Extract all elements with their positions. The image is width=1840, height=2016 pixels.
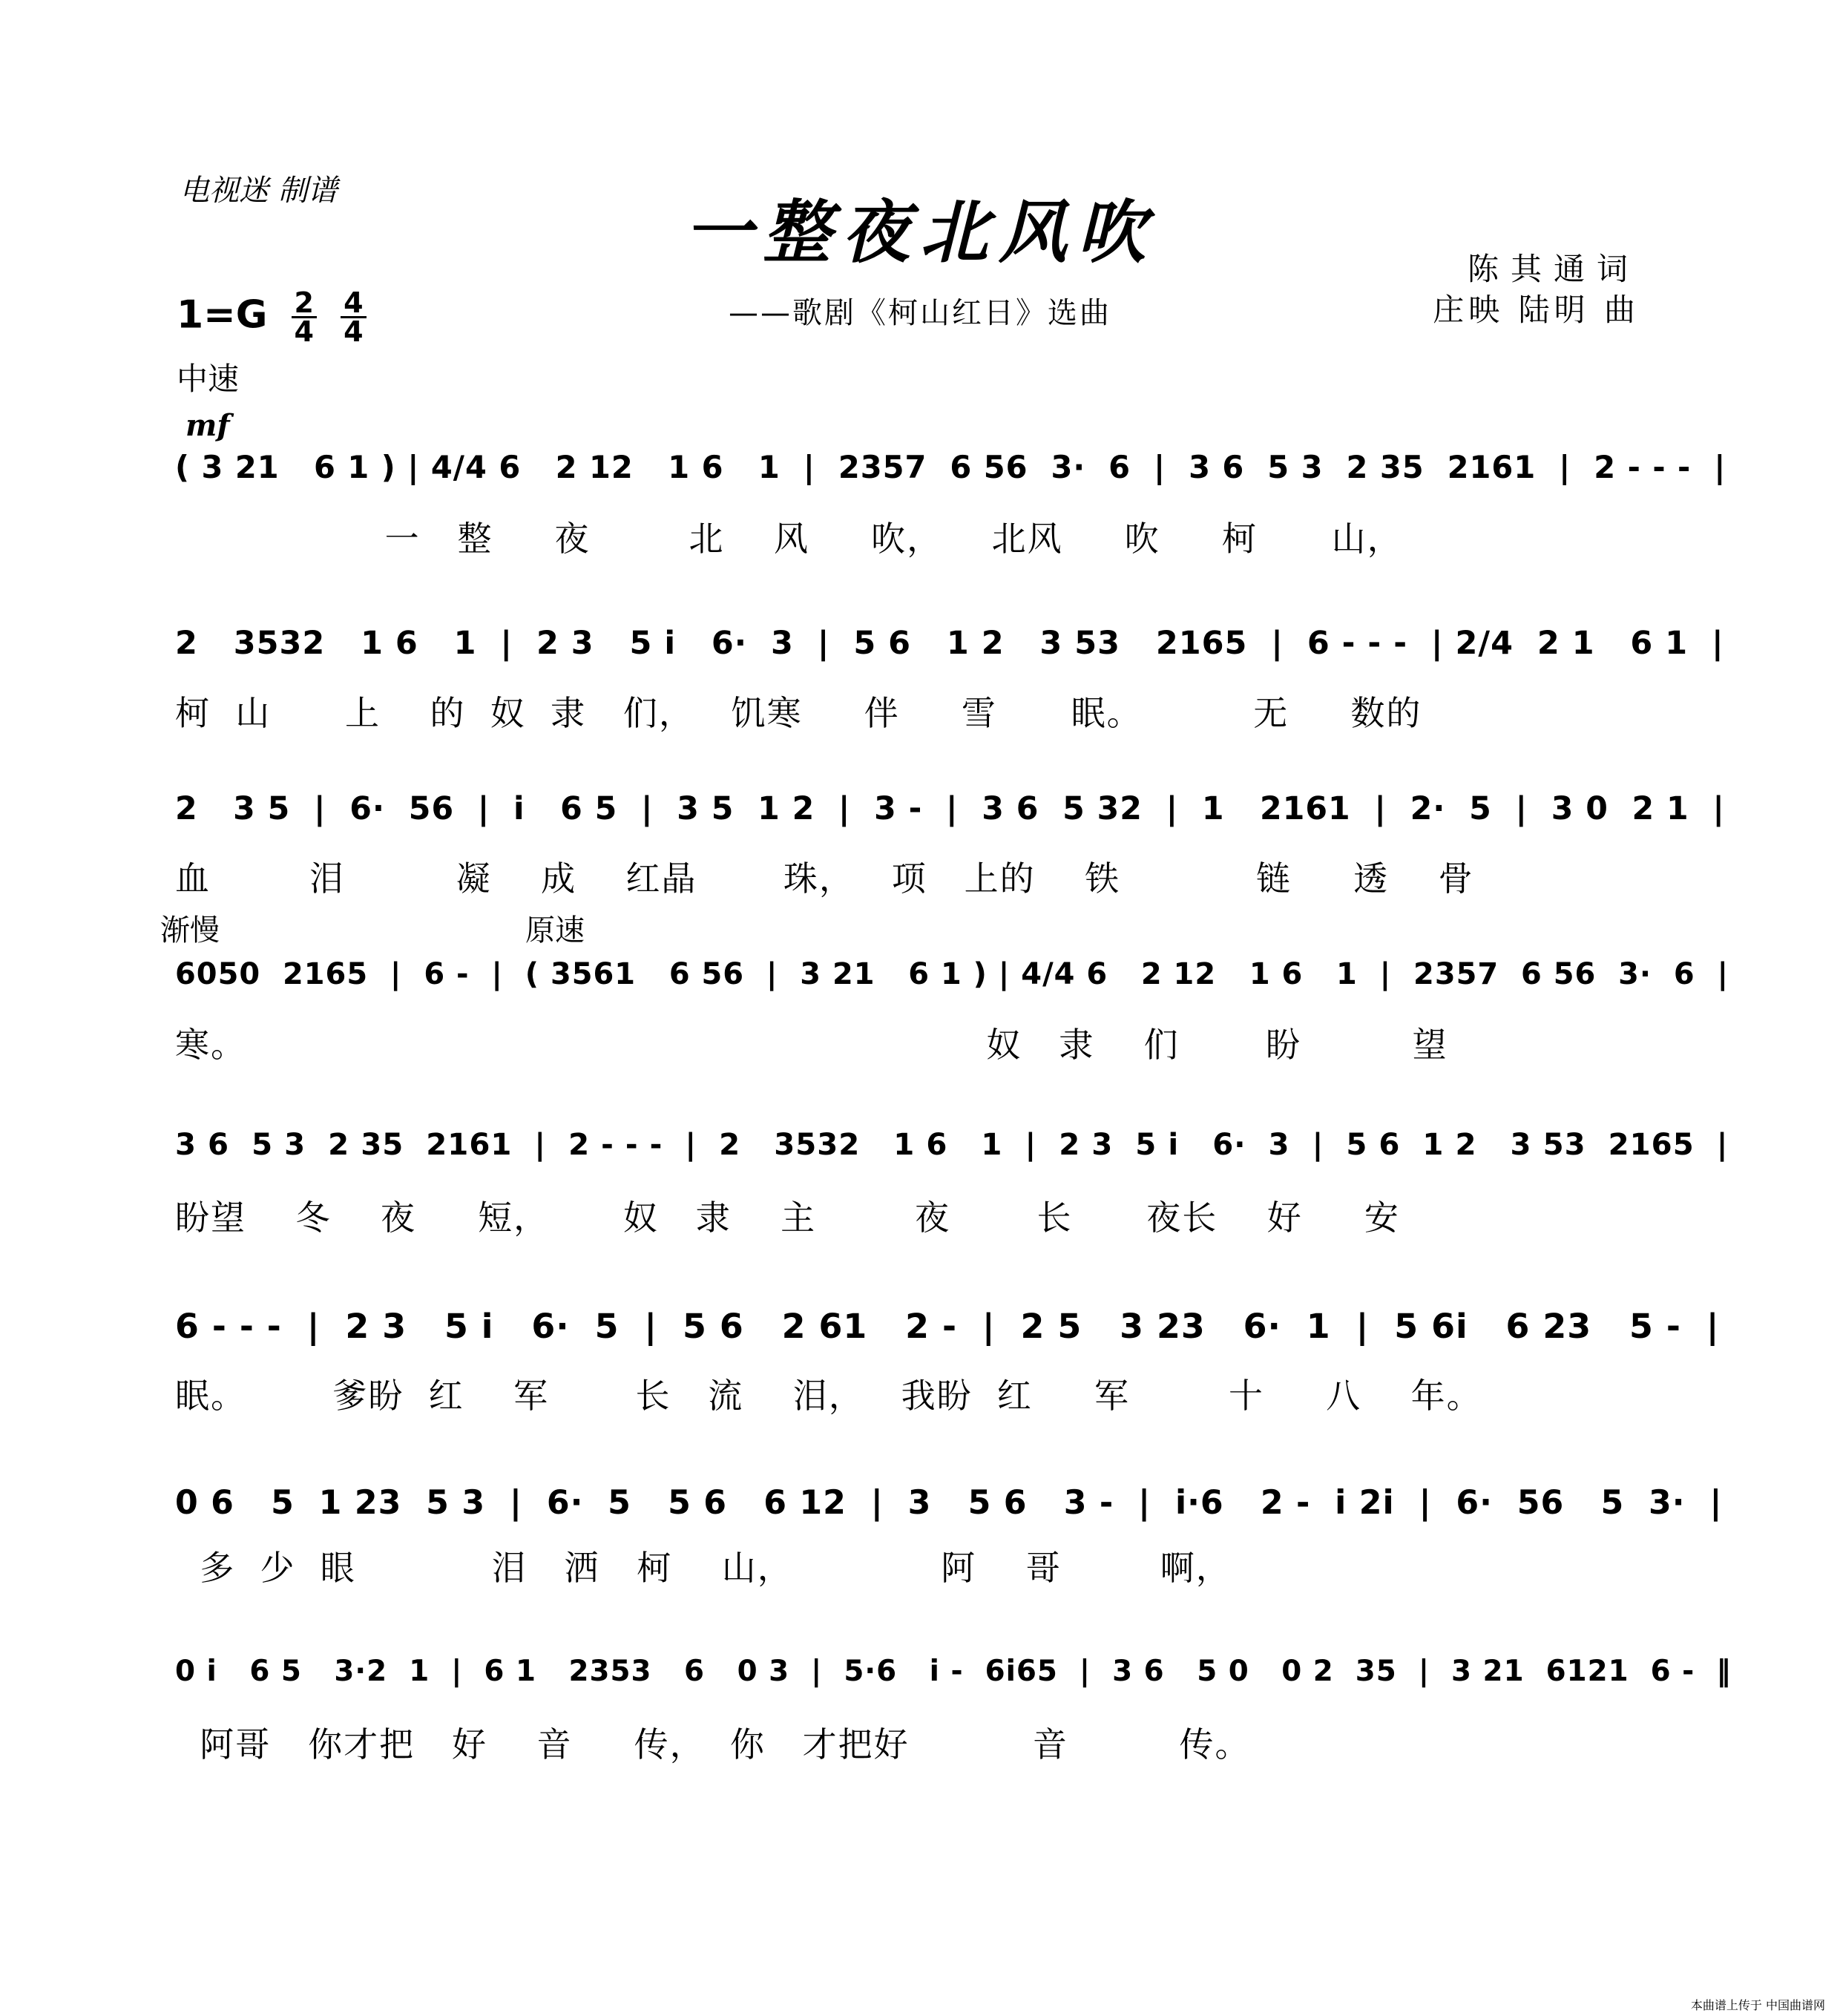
notation-row-2: 2 3532 1 6 1 | 2 3 5 i 6· 3 | 5 6 1 2 3 53 2165 | 6 - - - | 2/4 2 1 6 1 | xyxy=(175,625,1724,662)
lyricist-credit: 陈其通词 xyxy=(1467,251,1640,287)
time-signature-2-4 xyxy=(292,286,317,348)
dynamic-marking: mf xyxy=(185,408,230,443)
tempo-mark-rit: 渐慢 xyxy=(160,913,220,948)
notation-row-4: 6050 2165 | 6 - | ( 3561 6 56 | 3 21 6 1 ) | 4/4 6 2 12 1 6 1 | 2357 6 56 3· 6 | xyxy=(175,957,1729,991)
key-label: 1=G xyxy=(177,292,268,338)
page-title: 一整夜北风吹 xyxy=(683,192,1156,272)
notation-row-6: 6 - - - | 2 3 5 i 6· 5 | 5 6 2 61 2 - | 2 5 3 23 6· 1 | 5 6i 6 23 5 - | xyxy=(175,1306,1720,1346)
lyrics-row-6: 眠。 爹盼 红 军 长 流 泪， 我盼 红 军 十 八 年。 xyxy=(175,1376,1482,1416)
lyrics-row-7: 多 少 眼 泪 洒 柯 山， 阿 哥 啊， xyxy=(175,1548,1232,1588)
time-sig-denominator: 4 xyxy=(294,315,314,348)
subtitle: ——歌剧《柯山红日》选曲 xyxy=(729,296,1111,330)
lyrics-row-3: 血 泪 凝 成 红晶 珠， 项 上的 铁 链 透 骨 xyxy=(175,858,1474,899)
tempo-marking: 中速 xyxy=(177,361,240,397)
lyrics-row-5: 盼望 冬 夜 短， 奴 隶 主 夜 长 夜长 好 安 xyxy=(175,1198,1400,1238)
time-signature-4-4 xyxy=(341,286,366,348)
notation-row-3: 2 3 5 | 6· 56 | i 6 5 | 3 5 1 2 | 3 - | 3 6 5 32 | 1 2161 | 2· 5 | 3 0 2 1 | xyxy=(175,790,1725,827)
lyrics-row-1: 一 整 夜 北 风 吹， 北风 吹 柯 山， xyxy=(175,519,1403,559)
notation-row-1: ( 3 21 6 1 ) | 4/4 6 2 12 1 6 1 | 2357 6 56 3· 6 | 3 6 5 3 2 35 2161 | 2 - - - | xyxy=(175,449,1726,485)
time-sig-numerator: 2 xyxy=(292,289,317,318)
notation-row-8: 0 i 6 5 3·2 1 | 6 1 2353 6 0 3 | 5·6 i - 6i65 | 3 6 5 0 0 2 35 | 3 21 6121 6 - ‖ xyxy=(175,1655,1732,1688)
maker-credit: 电视迷 制谱 xyxy=(180,174,338,208)
footer-watermark: 本曲谱上传于 中国曲谱网 xyxy=(1690,1998,1825,2012)
lyrics-row-8: 阿哥 你才把 好 音 传， 你 才把好 音 传。 xyxy=(175,1724,1251,1764)
composer-credit: 庄映 陆明 曲 xyxy=(1433,292,1640,328)
key-signature xyxy=(177,286,367,348)
tempo-mark-a-tempo: 原速 xyxy=(525,913,585,948)
notation-row-7: 0 6 5 1 23 5 3 | 6· 5 5 6 6 12 | 3 5 6 3 - | i·6 2 - i 2i | 6· 56 5 3· | xyxy=(175,1484,1723,1522)
lyrics-row-2: 柯 山 上 的 奴 隶 们， 饥寒 伴 雪 眠。 无 数的 xyxy=(175,693,1422,733)
time-sig-denominator: 4 xyxy=(344,315,364,348)
time-sig-numerator: 4 xyxy=(341,289,366,318)
notation-row-5: 3 6 5 3 2 35 2161 | 2 - - - | 2 3532 1 6 1 | 2 3 5 i 6· 3 | 5 6 1 2 3 53 2165 | xyxy=(175,1128,1729,1162)
lyrics-row-4: 寒。 奴 隶 们 盼 望 xyxy=(175,1025,1448,1065)
